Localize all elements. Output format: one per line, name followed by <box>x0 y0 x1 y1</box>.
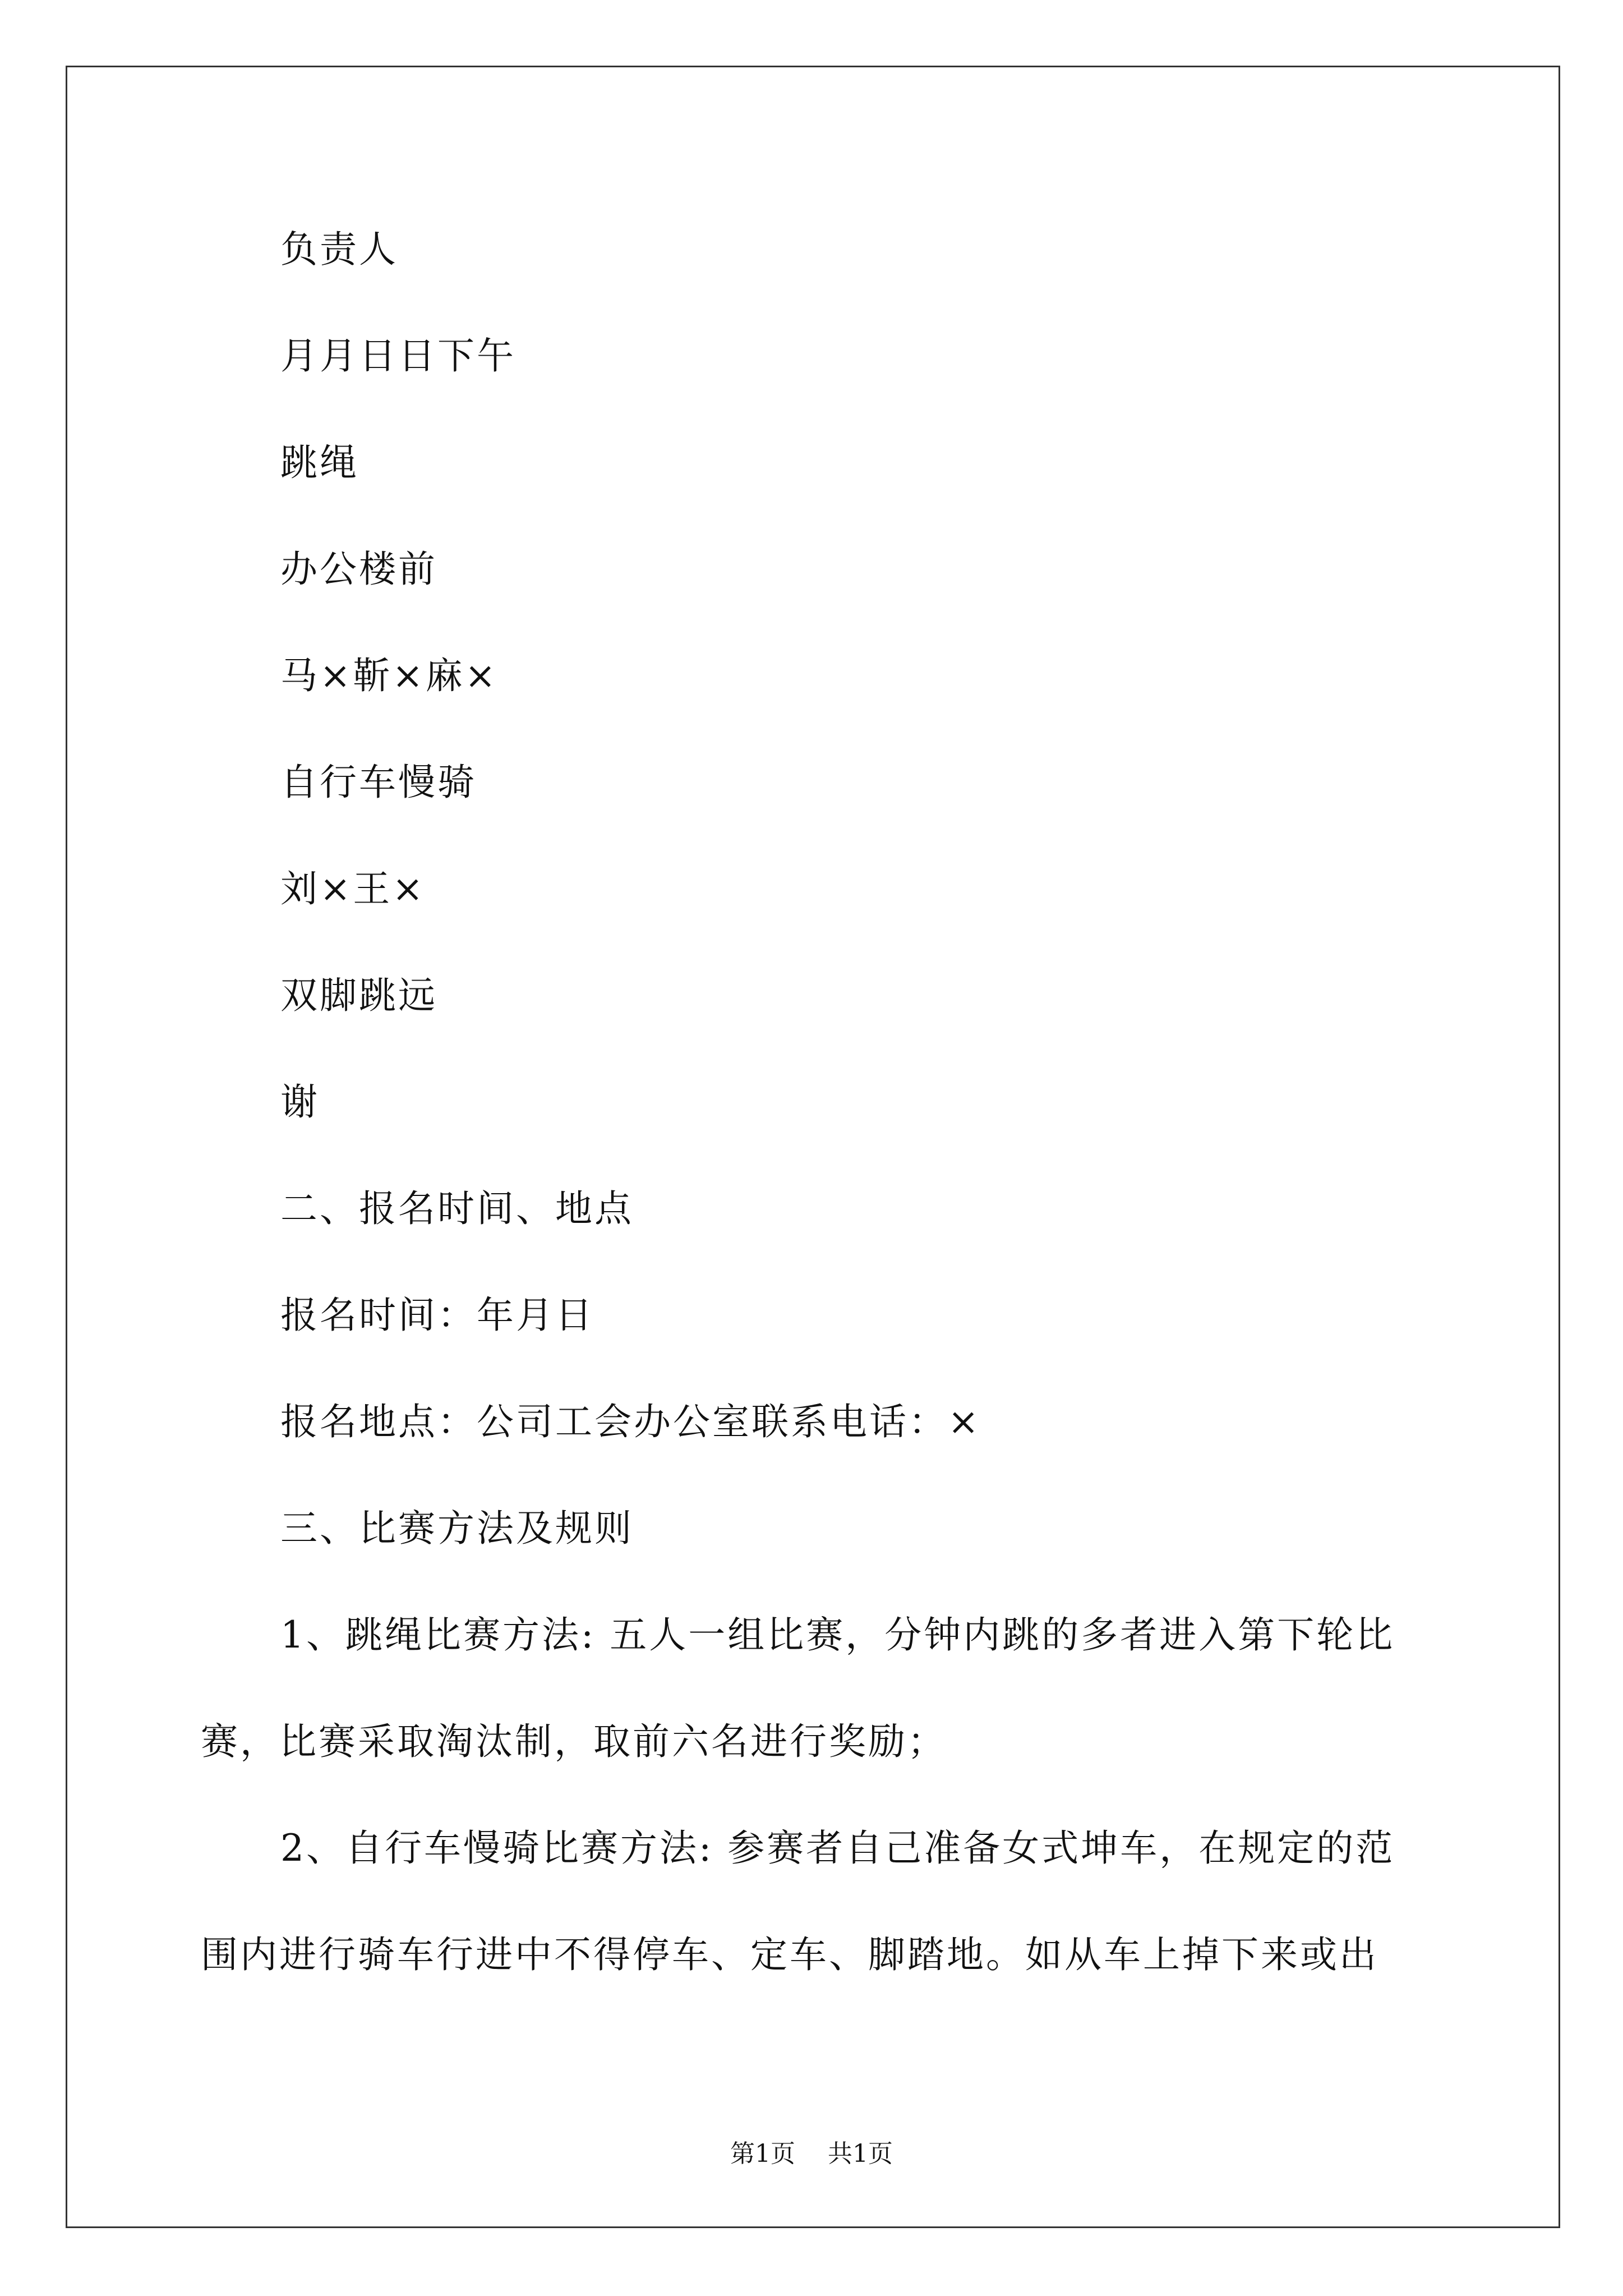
line-person-in-charge: 负责人 <box>280 228 398 271</box>
line-long-jump: 双脚跳远 <box>280 974 437 1017</box>
line-names-1: 马×靳×麻× <box>280 654 498 697</box>
paragraph-line: 2、自行车慢骑比赛方法: 参赛者自己准备女式坤车，在规定的范 <box>280 1826 1395 1870</box>
page-footer <box>0 2137 1623 2171</box>
page-number: 第1页 <box>730 2139 795 2168</box>
paragraph-line: 围内进行骑车行进中不得停车、定车、脚踏地。如从车上掉下来或出 <box>201 1933 1378 1976</box>
line-name-xie: 谢 <box>280 1080 320 1124</box>
line-date-afternoon: 月月日日下午 <box>280 334 516 378</box>
line-registration-place: 报名地点：公司工会办公室联系电话：× <box>280 1400 981 1443</box>
paragraph-jump-rope-rules <box>201 1613 1435 1826</box>
line-bike-slow-ride: 自行车慢骑 <box>280 761 477 804</box>
line-office-front: 办公楼前 <box>280 547 437 591</box>
line-jump-rope: 跳绳 <box>280 441 359 484</box>
page-total: 共1页 <box>828 2139 893 2168</box>
paragraph-line: 赛，比赛采取淘汰制，取前六名进行奖励； <box>201 1720 947 1763</box>
paragraph-line: 1、跳绳比赛方法: 五人一组比赛，分钟内跳的多者进入第下轮比 <box>280 1613 1395 1657</box>
paragraph-bike-rules <box>201 1826 1435 2039</box>
section-heading-registration: 二、报名时间、地点 <box>280 1187 634 1230</box>
line-names-2: 刘×王× <box>280 867 426 910</box>
line-registration-time: 报名时间：年月日 <box>280 1294 594 1337</box>
section-heading-rules: 三、比赛方法及规则 <box>280 1507 634 1550</box>
